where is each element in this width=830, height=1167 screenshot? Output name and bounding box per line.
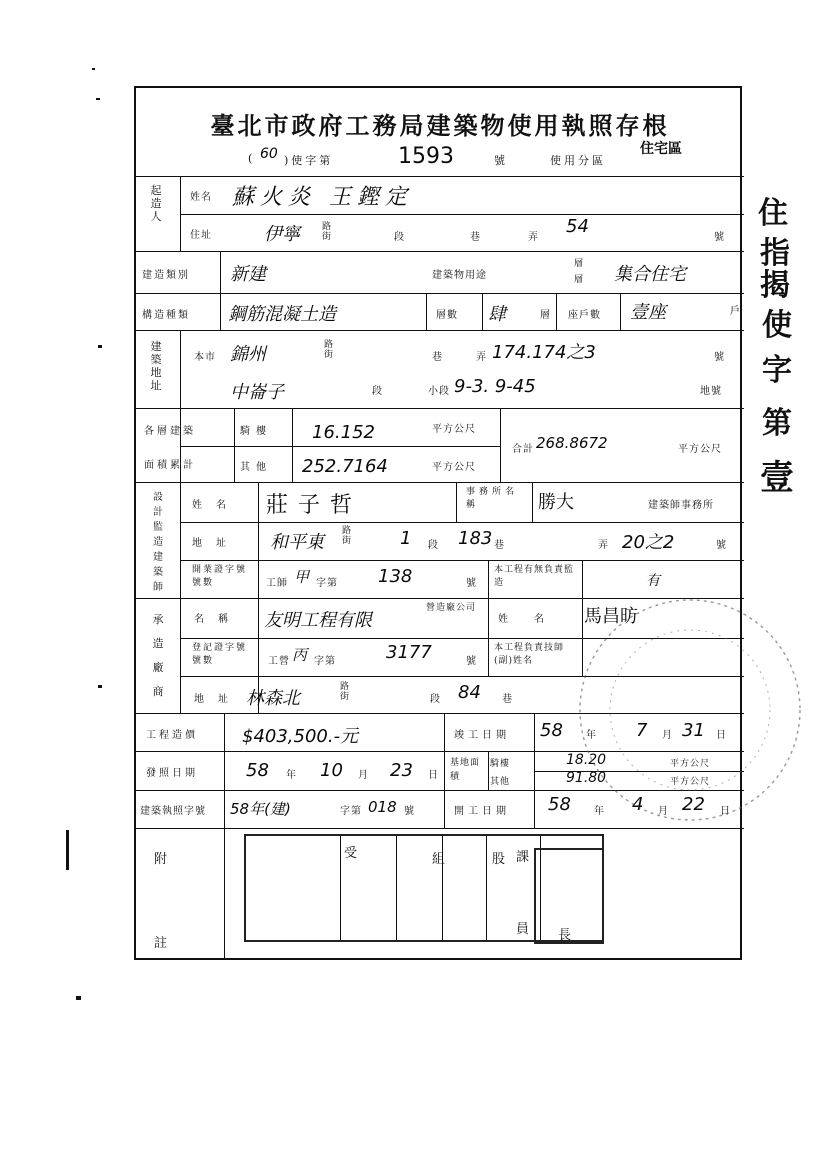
form-title: 臺北市政府工務局建築物使用執照存根 xyxy=(210,111,670,140)
area-total-label: 合計 xyxy=(512,444,534,455)
base-qilou-unit: 平方公尺 xyxy=(670,759,711,769)
issue-day-unit: 日 xyxy=(428,770,439,781)
applicant-lane: 巷 xyxy=(470,232,481,243)
rule xyxy=(180,176,181,251)
issue-label: 發照日期 xyxy=(146,768,198,779)
rule xyxy=(224,828,225,960)
permit-mid: 字第 xyxy=(340,806,362,817)
rule xyxy=(488,598,489,676)
rule xyxy=(556,293,557,330)
rule xyxy=(258,482,259,713)
site-number: 174.174之3 xyxy=(492,342,596,363)
site-road-label: 路街 xyxy=(324,340,335,360)
issue-year-unit: 年 xyxy=(286,770,297,781)
issue-month: 10 xyxy=(320,760,343,781)
designer-road: 路街 xyxy=(342,526,353,546)
rule xyxy=(532,482,533,522)
scan-speck xyxy=(92,68,95,70)
site-subsection-label: 小段 xyxy=(428,386,450,397)
contractor-reg-no: 3177 xyxy=(386,642,432,663)
usage-floor2: 層 xyxy=(574,275,585,285)
site-section: 中崙子 xyxy=(230,382,284,403)
site-alley-label: 弄 xyxy=(476,352,487,363)
cost-value: $403,500.-元 xyxy=(242,726,359,747)
permit-value: 58年(建) xyxy=(230,800,291,818)
stamp-char: 課 xyxy=(516,850,531,865)
base-other-value: 91.80 xyxy=(566,770,607,786)
margin-char: 第 xyxy=(762,406,792,441)
designer-addr-label: 地址 xyxy=(192,538,240,549)
stamp-char: 長 xyxy=(558,928,573,943)
area-group-label-1: 各層建築 xyxy=(144,426,196,437)
rule xyxy=(136,408,744,409)
start-day: 22 xyxy=(682,794,705,815)
start-month: 4 xyxy=(632,794,644,815)
rule xyxy=(180,214,744,215)
rule xyxy=(620,293,621,330)
margin-char: 使 xyxy=(762,308,792,343)
contractor-group-label: 承造廠商 xyxy=(152,613,164,698)
applicant-group-label: 起造人 xyxy=(150,184,162,223)
site-lane-label: 巷 xyxy=(432,352,443,363)
designer-lane-no: 183 xyxy=(458,528,493,549)
rule xyxy=(180,482,181,713)
units-value: 壹座 xyxy=(630,302,666,323)
designer-reg-label: 開業證字號號數 xyxy=(192,565,248,588)
designer-name: 莊子哲 xyxy=(266,493,363,518)
contractor-name: 友明工程有限 xyxy=(264,610,372,631)
rule xyxy=(292,408,293,482)
margin-char: 住 xyxy=(758,196,788,231)
stamp-char: 受 xyxy=(344,846,359,861)
license-prefix: )使字第 xyxy=(284,154,334,167)
license-hao: 號 xyxy=(494,154,508,167)
margin-char: 揭 xyxy=(760,268,790,303)
applicant-hao: 號 xyxy=(714,232,725,243)
designer-reg-no: 138 xyxy=(378,566,413,587)
scan-speck xyxy=(98,685,102,688)
usage-label: 建築物用途 xyxy=(432,270,487,281)
base-area-label: 基地面積 xyxy=(450,758,481,782)
base-qilou-value: 18.20 xyxy=(566,752,607,768)
seal-stamp xyxy=(534,848,604,944)
cost-label: 工程造價 xyxy=(146,730,198,741)
rule xyxy=(220,251,221,330)
applicant-name-label: 姓名 xyxy=(190,192,212,203)
rule xyxy=(482,293,483,330)
scan-speck xyxy=(76,996,81,1000)
contractor-reg-hao: 號 xyxy=(466,656,477,667)
applicant-name: 蘇火炎 王鏗定 xyxy=(232,185,413,210)
designer-group-label: 設計監造建築師 xyxy=(153,492,163,593)
area-qilou-unit: 平方公尺 xyxy=(432,424,476,435)
contractor-section: 段 xyxy=(430,694,441,705)
margin-char: 指 xyxy=(760,236,790,271)
contractor-addr-label: 地址 xyxy=(194,694,242,705)
finish-label: 竣工日期 xyxy=(454,730,510,741)
area-other-unit: 平方公尺 xyxy=(432,462,476,473)
zone-value: 住宅區 xyxy=(640,141,682,157)
start-month-unit: 月 xyxy=(658,806,669,817)
finish-month: 7 xyxy=(636,720,648,741)
start-day-unit: 日 xyxy=(720,806,731,817)
applicant-addr-label: 住址 xyxy=(190,230,212,241)
designer-reg-hao: 號 xyxy=(466,578,477,589)
usage-floor1: 層 xyxy=(574,259,585,269)
rule xyxy=(488,560,489,598)
building-type-value: 新建 xyxy=(230,264,266,285)
designer-office: 勝大 xyxy=(538,492,574,513)
contractor-addr: 林森北 xyxy=(246,688,300,709)
floors-value: 肆 xyxy=(488,304,506,325)
designer-no: 20之2 xyxy=(622,532,675,553)
applicant-alley: 弄 xyxy=(528,232,539,243)
units-label: 座戶數 xyxy=(568,310,601,321)
units-unit: 戶 xyxy=(730,306,741,317)
designer-office-suffix: 建築師事務所 xyxy=(648,500,714,511)
area-total-value: 268.8672 xyxy=(536,434,608,452)
area-group-label-2: 面積累計 xyxy=(144,460,196,471)
designer-lane: 巷 xyxy=(494,540,505,551)
base-qilou-label: 騎樓 xyxy=(490,759,511,769)
start-year-unit: 年 xyxy=(594,806,605,817)
designer-section: 段 xyxy=(428,540,439,551)
rule xyxy=(456,482,457,522)
rule xyxy=(340,836,341,940)
rule xyxy=(136,330,744,331)
designer-supervise-label: 本工程有無負責監造 xyxy=(494,565,575,588)
finish-day-unit: 日 xyxy=(716,730,727,741)
rule xyxy=(224,713,225,828)
stamp-char: 員 xyxy=(516,922,531,937)
issue-day: 23 xyxy=(390,760,413,781)
applicant-section: 段 xyxy=(394,232,405,243)
finish-year-unit: 年 xyxy=(586,730,597,741)
finish-month-unit: 月 xyxy=(662,730,673,741)
area-qilou-value: 16.152 xyxy=(312,422,375,443)
rule xyxy=(500,408,501,482)
rule xyxy=(396,836,397,940)
scan-speck xyxy=(96,98,100,100)
contractor-road: 路街 xyxy=(340,682,351,702)
usage-value: 集合住宅 xyxy=(614,264,686,285)
contractor-person: 馬昌昉 xyxy=(584,606,638,627)
contractor-lane: 巷 xyxy=(502,694,513,705)
designer-reg-prefix: 工師 xyxy=(266,578,288,589)
site-lots: 9-3. 9-45 xyxy=(454,376,536,397)
issue-month-unit: 月 xyxy=(358,770,369,781)
base-other-label: 其他 xyxy=(490,777,511,787)
designer-section-no: 1 xyxy=(400,528,412,549)
contractor-name-label: 名稱 xyxy=(194,614,242,625)
base-other-unit: 平方公尺 xyxy=(670,777,711,787)
rule xyxy=(180,560,744,561)
rule xyxy=(426,293,427,330)
applicant-alley-no: 54 xyxy=(566,216,589,237)
contractor-tech-label: 本工程負責技師(副)姓名 xyxy=(494,643,565,666)
start-label: 開工日期 xyxy=(454,806,510,817)
building-type-label: 建造類別 xyxy=(142,270,190,281)
rule xyxy=(136,176,744,177)
start-year: 58 xyxy=(548,794,571,815)
site-group-label: 建築地址 xyxy=(150,340,162,392)
site-city-label: 本市 xyxy=(194,352,216,363)
floor-unit: 層 xyxy=(540,310,551,321)
site-hao: 號 xyxy=(714,352,725,363)
rule xyxy=(234,408,235,482)
designer-name-label: 姓名 xyxy=(192,500,240,511)
floors-label: 層數 xyxy=(436,310,458,321)
scan-speck xyxy=(66,830,69,870)
area-other-value: 252.7164 xyxy=(302,456,388,477)
contractor-reg-mid: 字第 xyxy=(314,656,336,667)
contractor-person-label: 姓名 xyxy=(498,614,570,625)
contractor-reg-label: 登記證字號號數 xyxy=(192,643,248,666)
designer-addr: 和平東 xyxy=(270,532,324,553)
contractor-reg-class: 丙 xyxy=(292,646,308,664)
finish-day: 31 xyxy=(682,720,705,741)
site-road: 錦州 xyxy=(230,344,266,365)
site-lot-label: 地號 xyxy=(700,386,722,397)
rule xyxy=(180,522,744,523)
rule xyxy=(486,836,487,940)
permit-label: 建築執照字號 xyxy=(140,806,206,817)
license-prefix-open: ( xyxy=(248,152,256,165)
area-qilou-label: 騎樓 xyxy=(240,426,272,437)
applicant-addr: 伊寧 xyxy=(264,224,300,245)
designer-alley: 弄 xyxy=(598,540,609,551)
scan-speck xyxy=(98,345,102,348)
rule xyxy=(136,251,744,252)
designer-reg-class: 甲 xyxy=(294,568,310,586)
margin-char: 壹 xyxy=(760,458,794,498)
license-year: 60 xyxy=(260,146,278,162)
rule xyxy=(488,751,489,790)
designer-office-label: 事務所名稱 xyxy=(466,487,519,510)
rule xyxy=(136,293,744,294)
round-seal-mark xyxy=(560,580,810,830)
designer-hao: 號 xyxy=(716,540,727,551)
designer-reg-mid: 字第 xyxy=(316,578,338,589)
area-total-unit: 平方公尺 xyxy=(678,444,722,455)
rule xyxy=(136,482,744,483)
permit-hao: 號 xyxy=(404,806,415,817)
site-section-label: 段 xyxy=(372,386,383,397)
applicant-road: 路街 xyxy=(322,222,333,242)
notes-label-bottom: 註 xyxy=(154,936,171,951)
rule xyxy=(444,713,445,828)
license-number: 1593 xyxy=(398,144,454,169)
stamp-char: 股 xyxy=(492,852,507,867)
margin-char: 字 xyxy=(762,353,792,388)
designer-supervise: 有 xyxy=(646,573,660,589)
contractor-lane-no: 84 xyxy=(458,682,481,703)
structure-label: 構造種類 xyxy=(142,310,190,321)
issue-year: 58 xyxy=(246,760,269,781)
rule xyxy=(180,446,500,447)
area-other-label: 其他 xyxy=(240,462,272,473)
finish-year: 58 xyxy=(540,720,563,741)
contractor-name-suffix: 營造廠公司 xyxy=(426,603,477,613)
rule xyxy=(534,713,535,828)
notes-label-top: 附 xyxy=(154,852,171,867)
structure-value: 鋼筋混凝土造 xyxy=(228,304,336,325)
contractor-reg-prefix: 工營 xyxy=(268,656,290,667)
permit-no: 018 xyxy=(368,798,397,816)
zone-label: 使用分區 xyxy=(550,154,606,167)
stamp-char: 組 xyxy=(432,852,447,867)
